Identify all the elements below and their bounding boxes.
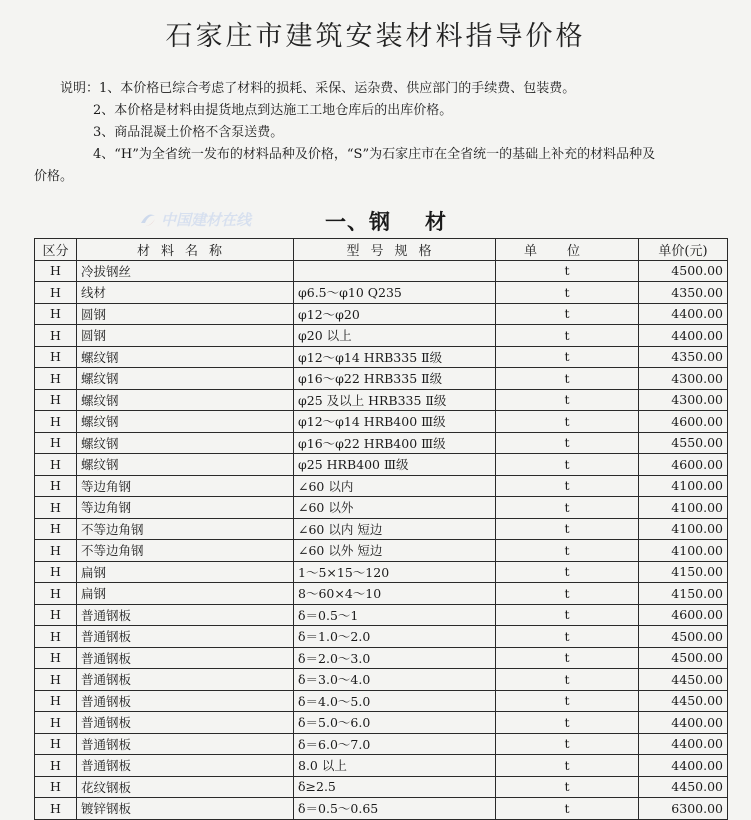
price-table: [34, 238, 728, 820]
cell-unit: t: [496, 540, 639, 562]
cell-spec: δ＝3.0～4.0: [294, 669, 496, 691]
cell-spec: δ＝6.0～7.0: [294, 733, 496, 755]
cell-unit: t: [496, 475, 639, 497]
cell-category: H: [35, 368, 77, 390]
cell-material-name: 等边角钢: [77, 475, 294, 497]
cell-material-name: 普通钢板: [77, 755, 294, 777]
note-1: 说明：1、本价格已综合考虑了材料的损耗、采保、运杂费、供应部门的手续费、包装费。: [60, 81, 576, 96]
table-row: [35, 497, 728, 519]
header-material-name: 材料名称: [77, 239, 294, 261]
cell-material-name: 普通钢板: [77, 626, 294, 648]
watermark-text: 中国建材在线: [161, 211, 252, 229]
cell-price: 4400.00: [639, 712, 728, 734]
cell-price: 4150.00: [639, 583, 728, 605]
cell-material-name: 螺纹钢: [77, 411, 294, 433]
table-row: [35, 411, 728, 433]
cell-material-name: 等边角钢: [77, 497, 294, 519]
cell-spec: φ20 以上: [294, 325, 496, 347]
cell-spec: δ＝2.0～3.0: [294, 647, 496, 669]
table-row: [35, 798, 728, 820]
note-4-continued: 价格。: [34, 169, 74, 184]
cell-price: 4600.00: [639, 454, 728, 476]
cell-unit: t: [496, 325, 639, 347]
table-row: [35, 325, 728, 347]
cell-spec: φ16～φ22 HRB400 Ⅲ级: [294, 432, 496, 454]
cell-category: H: [35, 733, 77, 755]
cell-category: H: [35, 776, 77, 798]
cell-material-name: 镀锌钢板: [77, 798, 294, 820]
cell-spec: δ≥2.5: [294, 776, 496, 798]
cell-unit: t: [496, 776, 639, 798]
cell-price: 4100.00: [639, 497, 728, 519]
table-row: [35, 475, 728, 497]
cell-material-name: 圆钢: [77, 303, 294, 325]
cell-category: H: [35, 432, 77, 454]
cell-category: H: [35, 669, 77, 691]
cell-unit: t: [496, 647, 639, 669]
cell-unit: t: [496, 626, 639, 648]
header-spec: 型号规格: [294, 239, 496, 261]
cell-material-name: 扁钢: [77, 583, 294, 605]
cell-price: 4100.00: [639, 475, 728, 497]
cell-material-name: 普通钢板: [77, 733, 294, 755]
cell-price: 6300.00: [639, 798, 728, 820]
cell-price: 4400.00: [639, 733, 728, 755]
table-row: [35, 282, 728, 304]
cell-unit: t: [496, 712, 639, 734]
cell-material-name: 线材: [77, 282, 294, 304]
cell-spec: φ12～φ20: [294, 303, 496, 325]
cell-category: H: [35, 282, 77, 304]
cell-unit: t: [496, 303, 639, 325]
table-header-row: [35, 239, 728, 261]
table-row: [35, 733, 728, 755]
cell-category: H: [35, 346, 77, 368]
cell-spec: 8.0 以上: [294, 755, 496, 777]
cell-price: 4100.00: [639, 540, 728, 562]
cell-category: H: [35, 690, 77, 712]
cell-price: 4450.00: [639, 690, 728, 712]
cell-unit: t: [496, 454, 639, 476]
table-row: [35, 432, 728, 454]
cell-price: 4350.00: [639, 346, 728, 368]
cell-category: H: [35, 604, 77, 626]
cell-price: 4400.00: [639, 303, 728, 325]
cell-spec: ∠60 以内: [294, 475, 496, 497]
cell-spec: δ＝0.5～1: [294, 604, 496, 626]
cell-price: 4400.00: [639, 755, 728, 777]
cell-category: H: [35, 260, 77, 282]
table-row: [35, 346, 728, 368]
cell-material-name: 螺纹钢: [77, 454, 294, 476]
cell-price: 4600.00: [639, 604, 728, 626]
section-name: 材: [425, 210, 447, 234]
table-row: [35, 647, 728, 669]
cell-price: 4100.00: [639, 518, 728, 540]
header-unit: 单位: [496, 239, 639, 261]
cell-unit: t: [496, 518, 639, 540]
table-row: [35, 454, 728, 476]
header-category: 区分: [35, 239, 77, 261]
cell-category: H: [35, 518, 77, 540]
cell-spec: φ25 及以上 HRB335 Ⅱ级: [294, 389, 496, 411]
cell-price: 4500.00: [639, 260, 728, 282]
cell-spec: φ12～φ14 HRB335 Ⅱ级: [294, 346, 496, 368]
cell-category: H: [35, 389, 77, 411]
cell-price: 4350.00: [639, 282, 728, 304]
table-row: [35, 561, 728, 583]
cell-price: 4450.00: [639, 776, 728, 798]
cell-category: H: [35, 411, 77, 433]
cell-unit: t: [496, 561, 639, 583]
cell-spec: δ＝5.0～6.0: [294, 712, 496, 734]
header-price: 单价(元): [639, 239, 728, 261]
cell-unit: t: [496, 733, 639, 755]
notes-block: [34, 78, 730, 188]
cell-material-name: 普通钢板: [77, 669, 294, 691]
cell-category: H: [35, 540, 77, 562]
cell-spec: φ25 HRB400 Ⅲ级: [294, 454, 496, 476]
cell-unit: t: [496, 798, 639, 820]
cell-material-name: 普通钢板: [77, 712, 294, 734]
cell-unit: t: [496, 368, 639, 390]
cell-material-name: 普通钢板: [77, 690, 294, 712]
section-heading: [325, 206, 447, 236]
cell-material-name: 花纹钢板: [77, 776, 294, 798]
cell-material-name: 普通钢板: [77, 604, 294, 626]
cell-spec: ∠60 以内 短边: [294, 518, 496, 540]
cell-spec: φ16～φ22 HRB335 Ⅱ级: [294, 368, 496, 390]
table-row: [35, 690, 728, 712]
note-2: 2、本价格是材料由提货地点到达施工工地仓库后的出库价格。: [93, 103, 453, 118]
cell-unit: t: [496, 583, 639, 605]
note-3: 3、商品混凝土价格不含泵送费。: [93, 125, 284, 140]
cell-material-name: 螺纹钢: [77, 432, 294, 454]
table-row: [35, 626, 728, 648]
table-row: [35, 669, 728, 691]
cell-spec: δ＝1.0～2.0: [294, 626, 496, 648]
cell-category: H: [35, 454, 77, 476]
cell-price: 4550.00: [639, 432, 728, 454]
watermark-logo-icon: [138, 211, 158, 229]
cell-spec: [294, 260, 496, 282]
cell-material-name: 扁钢: [77, 561, 294, 583]
cell-unit: t: [496, 411, 639, 433]
cell-category: H: [35, 497, 77, 519]
cell-spec: φ12～φ14 HRB400 Ⅲ级: [294, 411, 496, 433]
cell-price: 4400.00: [639, 325, 728, 347]
watermark: [138, 209, 251, 230]
cell-price: 4500.00: [639, 626, 728, 648]
cell-spec: δ＝0.5～0.65: [294, 798, 496, 820]
cell-category: H: [35, 303, 77, 325]
cell-unit: t: [496, 260, 639, 282]
cell-category: H: [35, 325, 77, 347]
cell-material-name: 冷拔钢丝: [77, 260, 294, 282]
table-row: [35, 368, 728, 390]
page-title: 石家庄市建筑安装材料指导价格: [165, 21, 586, 52]
table-row: [35, 755, 728, 777]
cell-price: 4450.00: [639, 669, 728, 691]
cell-unit: t: [496, 690, 639, 712]
cell-unit: t: [496, 432, 639, 454]
table-row: [35, 389, 728, 411]
cell-price: 4300.00: [639, 368, 728, 390]
cell-material-name: 螺纹钢: [77, 346, 294, 368]
cell-unit: t: [496, 497, 639, 519]
cell-material-name: 普通钢板: [77, 647, 294, 669]
cell-unit: t: [496, 389, 639, 411]
table-row: [35, 303, 728, 325]
cell-unit: t: [496, 669, 639, 691]
cell-material-name: 圆钢: [77, 325, 294, 347]
cell-spec: ∠60 以外: [294, 497, 496, 519]
cell-material-name: 螺纹钢: [77, 368, 294, 390]
table-row: [35, 583, 728, 605]
table-row: [35, 776, 728, 798]
cell-spec: δ＝4.0～5.0: [294, 690, 496, 712]
table-row: [35, 604, 728, 626]
cell-price: 4500.00: [639, 647, 728, 669]
cell-material-name: 不等边角钢: [77, 518, 294, 540]
cell-category: H: [35, 583, 77, 605]
cell-material-name: 螺纹钢: [77, 389, 294, 411]
cell-category: H: [35, 798, 77, 820]
cell-price: 4150.00: [639, 561, 728, 583]
cell-spec: φ6.5～φ10 Q235: [294, 282, 496, 304]
table-row: [35, 540, 728, 562]
cell-unit: t: [496, 604, 639, 626]
cell-spec: ∠60 以外 短边: [294, 540, 496, 562]
table-row: [35, 260, 728, 282]
cell-unit: t: [496, 346, 639, 368]
cell-price: 4600.00: [639, 411, 728, 433]
cell-spec: 1～5×15～120: [294, 561, 496, 583]
cell-material-name: 不等边角钢: [77, 540, 294, 562]
cell-category: H: [35, 561, 77, 583]
cell-category: H: [35, 475, 77, 497]
cell-price: 4300.00: [639, 389, 728, 411]
section-number: 一、钢: [325, 210, 391, 234]
cell-unit: t: [496, 755, 639, 777]
cell-unit: t: [496, 282, 639, 304]
cell-category: H: [35, 626, 77, 648]
table-row: [35, 712, 728, 734]
table-row: [35, 518, 728, 540]
cell-spec: 8～60×4～10: [294, 583, 496, 605]
cell-category: H: [35, 712, 77, 734]
cell-category: H: [35, 647, 77, 669]
note-4: 4、“H”为全省统一发布的材料品种及价格，“S”为石家庄市在全省统一的基础上补充的材料品种及: [93, 147, 656, 162]
cell-category: H: [35, 755, 77, 777]
